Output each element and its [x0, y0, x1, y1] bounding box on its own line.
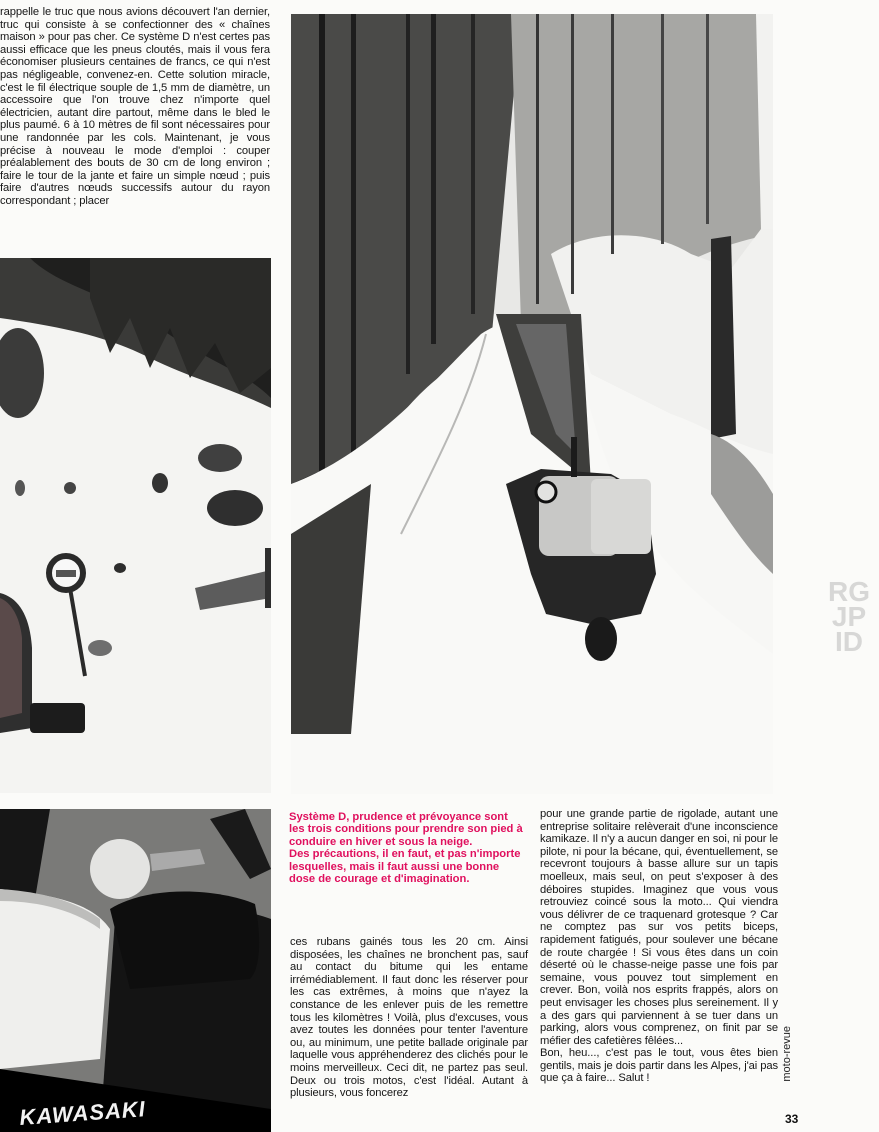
page-number: 33: [785, 1112, 799, 1126]
photo-motorcycle-closeup-image: [0, 809, 271, 1132]
photo-forest-trail-image: [291, 14, 773, 794]
photo-snowy-slope-image: [0, 258, 271, 793]
photo-motorcycle-closeup: [0, 809, 271, 1132]
caption-line-2: Des précautions, il en faut, et pas n'importe lesquelles, mais il faut aussi une bonne dose de courage et d'imagination.: [289, 848, 521, 886]
photo-watermark: RG JP ID: [828, 576, 870, 657]
article-column-right-text: pour une grande partie de rigolade, autant une entreprise solitaire relèverait d'une inconscience kamikaze. Il n'y a aucun danger en soi, ni pour le pilote, ni pour la bécane, qui, éventuellement, se recevront toujours à basse allure sur un tapis moelleux, mais seul, on peut s'exposer à des déboires stupides. Imaginez que vous vous retrouviez coincé sous la moto... Qui viendra vous délivrer de ce traquenard grotesque ? Car ne comptez pas sur vos petits biceps, rapidement fatigués, pour soulever une bécane de route chargée ! Si vous êtes dans un coin déserté où le chasse-neige passe une fois par semaine, vous pouvez tout simplement en crever. Bon, voilà nos esprits frappés, alors on peut envisager les choses plus sereinement. Il y a des gars qui parviennent à se tuer dans un parking, alors vous comprenez, on finit par se méfier des cafetières fêlées...: [540, 808, 778, 1047]
photo-snowy-slope-signpost: [0, 258, 271, 793]
caption-line-1: Système D, prudence et prévoyance sont les trois conditions pour prendre son pied à conduire en hiver et sous la neige.: [289, 811, 523, 848]
article-column-top: rappelle le truc que nous avions découvert l'an dernier, truc qui consiste à se confectionner des « chaînes maison » pour pas cher. Ce système D n'est certes pas aussi efficace que les pneus cloutés, mais il vous fera économiser plusieurs centaines de francs, ce qui n'est pas négligeable, convenez-en. Cette solution miracle, c'est le fil électrique souple de 1,5 mm de diamètre, un accessoire que l'on trouve chez n'importe quel électricien, autant dire partout, même dans le bled le plus paumé. 6 à 10 mètres de fil sont nécessaires pour une randonnée par les cols. Maintenant, je vous précise à nouveau le mode d'emploi : couper préalablement des bouts de 30 cm de long environ ; faire le tour de la jante et faire un simple nœud ; puis faire d'autres nœuds successifs autour du rayon correspondant ; placer: [0, 6, 270, 207]
bike-brand-decal: KAWASAKI: [18, 1096, 147, 1130]
article-column-middle: ces rubans gainés tous les 20 cm. Ainsi disposées, les chaînes ne bronchent pas, sauf au contact du bitume qui les entame irrémédiablement. Il faut donc les réserver pour les cas extrêmes, à moins que n'ayez la constance de les enlever puis de les remettre tous les kilomètres ! Voilà, plus d'excuses, vous avez toutes les données pour tenter l'aventure ou, au minimum, une petite ballade originale par laquelle vous appréhenderez des clichés pour le moins merveilleux. Ceci dit, ne partez pas seul. Deux ou trois motos, c'est l'idéal. Autant à plusieurs, vous foncerez: [290, 936, 528, 1100]
photo-caption: [289, 811, 525, 885]
photo-snowy-forest-trail: [291, 14, 870, 794]
article-column-right: [540, 808, 778, 1085]
magazine-title: moto-revue: [781, 1026, 793, 1082]
article-column-right-closing: Bon, heu..., c'est pas le tout, vous êtes bien gentils, mais je dois partir dans les Alpes, j'ai pas que ça à faire... Salut !: [540, 1047, 778, 1085]
